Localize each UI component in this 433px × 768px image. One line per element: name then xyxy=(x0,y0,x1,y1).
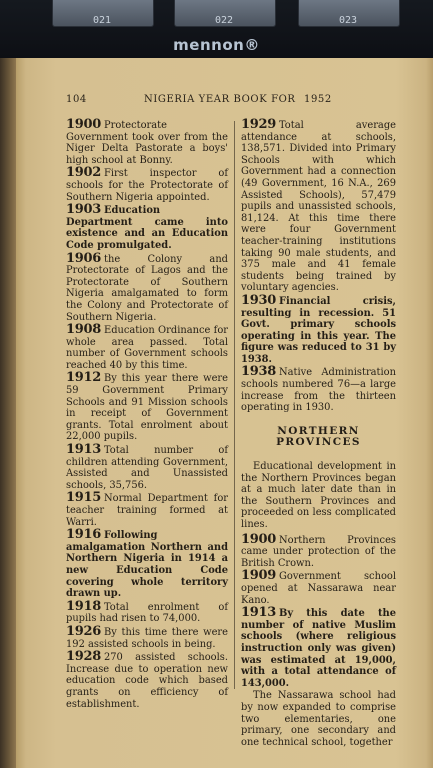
scanner-frame xyxy=(0,0,433,58)
timeline-entry xyxy=(241,292,396,366)
running-title-year: 1952 xyxy=(304,94,332,105)
timeline-entry xyxy=(66,444,228,491)
timeline-entry xyxy=(241,119,396,294)
entry-text: Total enrolment of pupils had risen to 74,000. xyxy=(66,601,228,625)
entry-year: 1902 xyxy=(66,165,101,181)
timeline-entry xyxy=(241,366,396,413)
closing-paragraph: The Nassarawa school had by now expanded to comprise two elementaries, one primary, one secondary and one technical school, together xyxy=(241,690,396,748)
entry-text: First inspector of schools for the Protectorate of Southern Nigeria appointed. xyxy=(66,168,228,203)
entry-year: 1930 xyxy=(241,292,276,308)
entry-text: Financial crisis, resulting in recession. 51 Govt. primary schools operating in this year. The figure was reduced to 31 by 1938. xyxy=(241,295,396,365)
entry-year: 1928 xyxy=(66,649,101,665)
entry-year: 1903 xyxy=(66,202,101,218)
timeline-entry xyxy=(66,119,228,166)
entry-text: Total average attendance at schools, 138,571. Divided into Primary Schools with which Government had a connection (49 Government, 16 N.A., 269 Assisted Schools), 57,479 pupils and unassisted schools, 81,124. At this time there were four Government teacher-training institutions taking 90 male students, and 375 male and 41 female students being trained by voluntary agencies. xyxy=(241,120,396,294)
timeline-entry xyxy=(66,324,228,371)
entry-text: By this date the number of native Muslim schools (where religious instruction only was given) was estimated at 19,000, with a total attendance of 143,000. xyxy=(241,608,396,689)
timeline-entry xyxy=(241,570,396,606)
timeline-entry xyxy=(66,204,228,251)
entry-year: 1900 xyxy=(66,117,101,132)
slot-label-1: 021 xyxy=(92,15,112,26)
entry-text: By this year there were 59 Government Primary Schools and 91 Mission schools in receipt of Government grants. Total enrolment about 22,000 pupils. xyxy=(66,373,228,443)
timeline-entry xyxy=(66,623,228,650)
entry-year: 1913 xyxy=(66,442,101,458)
entry-text: Northern Provinces came under protection of the British Crown. xyxy=(241,534,396,569)
entry-text: Education Department came into existence and an Education Code promulgated. xyxy=(66,205,228,251)
slot-label-2: 022 xyxy=(214,15,234,26)
right-column xyxy=(241,119,396,751)
scanner-brand-logo: mennon® xyxy=(173,36,260,54)
entry-text: Total number of children attending Government, Assisted and Unassisted schools, 35,756. xyxy=(66,445,228,491)
entry-year: 1913 xyxy=(241,605,276,621)
entry-text: Government school opened at Nassarawa near Kano. xyxy=(241,571,396,606)
entry-year: 1909 xyxy=(241,568,276,584)
entry-text: Protectorate Government took over from the Niger Delta Pastorate a boys' high school at Bonny. xyxy=(66,120,228,166)
entry-year: 1908 xyxy=(66,322,101,338)
entry-text: Normal Department for teacher training formed at Warri. xyxy=(66,493,228,528)
timeline-entry xyxy=(66,598,228,625)
timeline-entry xyxy=(66,167,228,203)
running-title: NIGERIA YEAR BOOK FOR xyxy=(144,94,296,105)
entry-text: Following amalgamation Northern and Northern Nigeria in 1914 a new Education Code covering whole territory drawn up. xyxy=(66,530,228,600)
entry-text: By this time there were 192 assisted schools in being. xyxy=(66,626,228,650)
entry-year: 1916 xyxy=(66,527,101,543)
slot-label-3: 023 xyxy=(338,15,358,26)
page-header xyxy=(66,94,366,108)
entry-year: 1918 xyxy=(66,598,101,614)
left-column xyxy=(66,119,228,711)
entry-text: Education Ordinance for whole area passed. Total number of Government schools reached 40 by this time. xyxy=(66,325,228,371)
entry-text: the Colony and Protectorate of Lagos and the Protectorate of Southern Nigeria amalgamated to form the Colony and Protectorate of Southern Nigeria. xyxy=(66,253,228,323)
timeline-entry xyxy=(241,531,396,570)
right-entries-top xyxy=(241,119,396,414)
timeline-entry xyxy=(66,492,228,528)
right-entries-bottom xyxy=(241,531,396,690)
timeline-entry xyxy=(66,651,228,710)
timeline-entry xyxy=(241,607,396,689)
column-divider xyxy=(234,121,235,689)
entry-text: 270 assisted schools. Increase due to operation new education code which based grants on efficiency of establishment. xyxy=(66,652,228,710)
page-number: 104 xyxy=(66,94,87,105)
book-spine-edge xyxy=(0,58,16,768)
section-title: NORTHERN PROVINCES xyxy=(276,424,361,449)
entry-year: 1906 xyxy=(66,250,101,266)
entry-year: 1915 xyxy=(66,490,101,506)
entry-year: 1929 xyxy=(241,117,276,132)
section-intro: Educational development in the Northern Provinces began at a much later date than in the Southern Provinces and proceeded on less complicated lines. xyxy=(241,461,396,530)
entry-year: 1938 xyxy=(241,364,276,380)
timeline-entry xyxy=(66,250,228,324)
entry-year: 1926 xyxy=(66,623,101,639)
entry-year: 1912 xyxy=(66,370,101,386)
timeline-entry xyxy=(66,529,228,600)
entry-year: 1900 xyxy=(241,531,276,547)
timeline-entry xyxy=(66,372,228,443)
entry-text: Native Administration schools numbered 76—a large increase from the thirteen operating in 1930. xyxy=(241,367,396,414)
